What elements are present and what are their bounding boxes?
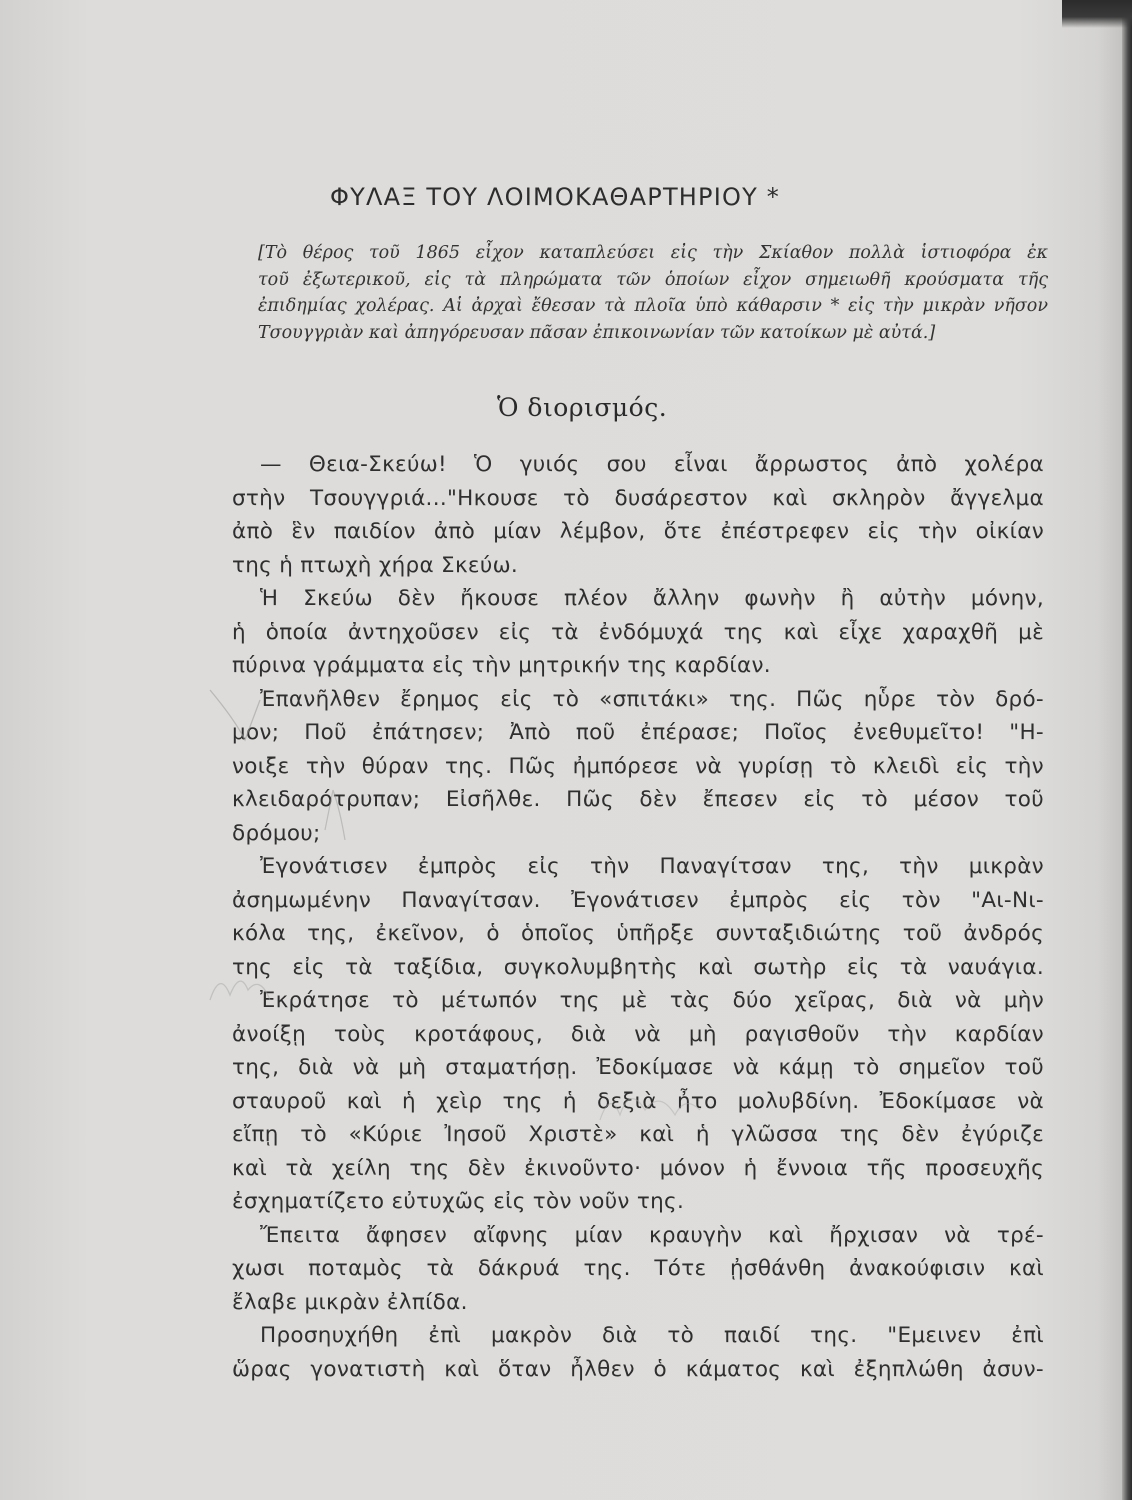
text-line: — Θεια-Σκεύω! Ὁ γυιός σου εἶναι ἄρρωστος ἀπὸ χολέρα	[260, 452, 1044, 477]
text-line: Ἡ Σκεύω δὲν ἤκουσε πλέον ἄλλην φωνὴν ἢ αὐτὴν μόνην,	[260, 586, 1044, 611]
text-line: της εἰς τὰ ταξίδια, συγκολυμβητὴς καὶ σωτὴρ εἰς τὰ ναυάγια.	[232, 954, 1044, 980]
text-line: εἴπῃ τὸ «Κύριε Ἰησοῦ Χριστὲ» καὶ ἡ γλῶσσα της δὲν ἐγύριζε	[232, 1122, 1044, 1147]
note-line: Τσουγγριὰν καὶ ἀπηγόρευσαν πᾶσαν ἐπικοινωνίαν τῶν κατοίκων μὲ αὐτά.]	[258, 322, 936, 343]
text-line: Ἐκράτησε τὸ μέτωπόν της μὲ τὰς δύο χεῖρας, διὰ νὰ μὴν	[260, 988, 1044, 1013]
page-corner-shadow	[1062, 0, 1132, 28]
note-line: τοῦ ἐξωτερικοῦ, εἰς τὰ πληρώματα τῶν ὁποίων εἶχον σημειωθῆ κρούσματα τῆς	[258, 269, 1048, 290]
text-line: χωσι ποταμὸς τὰ δάκρυά της. Τότε ᾐσθάνθη ἀνακούφισιν καὶ	[232, 1256, 1044, 1281]
page-edge-shadow	[1122, 0, 1132, 1500]
note-line: [Τὸ θέρος τοῦ 1865 εἶχον καταπλεύσει εἰς τὴν Σκίαθον πολλὰ ἱστιοφόρα ἐκ	[258, 243, 1048, 263]
text-line: κόλα της, ἐκεῖνον, ὁ ὁποῖος ὑπῆρξε συνταξιδιώτης τοῦ ἀνδρός	[232, 921, 1044, 946]
text-line: Ἐπανῆλθεν ἔρημος εἰς τὸ «σπιτάκι» της. Πῶς ηὗρε τὸν δρό-	[260, 686, 1044, 712]
section-heading: Ὁ διορισμός.	[497, 393, 668, 422]
text-line: στὴν Τσουγγριά..."Ηκουσε τὸ δυσάρεστον καὶ σκληρὸν ἄγγελμα	[232, 485, 1044, 511]
text-line: σταυροῦ καὶ ἡ χεὶρ της ἡ δεξιὰ ἦτο μολυβδίνη. Ἐδοκίμασε νὰ	[232, 1088, 1044, 1114]
text-line: ὥρας γονατιστὴ καὶ ὅταν ἦλθεν ὁ κάματος καὶ ἐξηπλώθη ἀσυν-	[232, 1356, 1044, 1382]
text-line: Προσηυχήθη ἐπὶ μακρὸν διὰ τὸ παιδί της. "Εμεινεν ἐπὶ	[260, 1323, 1044, 1348]
text-line: δρόμου;	[232, 820, 321, 846]
text-line: κλειδαρότρυπαν; Εἰσῆλθε. Πῶς δὲν ἔπεσεν εἰς τὸ μέσον τοῦ	[232, 787, 1044, 812]
text-line: καὶ τὰ χείλη της δὲν ἐκινοῦντο· μόνον ἡ ἔννοια τῆς προσευχῆς	[232, 1155, 1044, 1181]
page-title: ΦΥΛΑΞ ΤΟΥ ΛΟΙΜΟΚΑΘΑΡΤΗΡΙΟΥ *	[330, 183, 780, 211]
text-line: ἐσχηματίζετο εὐτυχῶς εἰς τὸν νοῦν της.	[232, 1189, 685, 1214]
text-line: πύρινα γράμματα εἰς τὴν μητρικήν της καρδίαν.	[232, 653, 771, 678]
text-line: Ἐγονάτισεν ἐμπρὸς εἰς τὴν Παναγίτσαν της, τὴν μικρὰν	[260, 854, 1044, 879]
text-line: νοιξε τὴν θύραν της. Πῶς ἠμπόρεσε νὰ γυρίσῃ τὸ κλειδὶ εἰς τὴν	[232, 753, 1044, 779]
editorial-note	[258, 240, 1048, 346]
text-line: μον; Ποῦ ἐπάτησεν; Ἀπὸ ποῦ ἐπέρασε; Ποῖος ἐνεθυμεῖτο! "Η-	[232, 720, 1044, 745]
note-line: ἐπιδημίας χολέρας. Αἱ ἀρχαὶ ἔθεσαν τὰ πλοῖα ὑπὸ κάθαρσιν * εἰς τὴν μικρὰν νῆσον	[258, 296, 1048, 316]
text-line: της ἡ πτωχὴ χήρα Σκεύω.	[232, 552, 519, 578]
text-line: Ἔπειτα ἄφησεν αἴφνης μίαν κραυγὴν καὶ ἤρχισαν νὰ τρέ-	[260, 1222, 1044, 1248]
text-line: ἔλαβε μικρὰν ἐλπίδα.	[232, 1289, 468, 1315]
text-line: ἀσημωμένην Παναγίτσαν. Ἐγονάτισεν ἐμπρὸς εἰς τὸν "Αι-Νι-	[232, 887, 1044, 913]
text-line: ἀνοίξῃ τοὺς κροτάφους, διὰ νὰ μὴ ραγισθοῦν τὴν καρδίαν	[232, 1021, 1044, 1047]
body-text	[232, 448, 1044, 1386]
text-line: ἀπὸ ἓν παιδίον ἀπὸ μίαν λέμβον, ὅτε ἐπέστρεφεν εἰς τὴν οἰκίαν	[232, 519, 1044, 544]
text-line: ἡ ὁποία ἀντηχοῦσεν εἰς τὰ ἐνδόμυχά της καὶ εἶχε χαραχθῆ μὲ	[232, 619, 1044, 645]
text-line: της, διὰ νὰ μὴ σταματήσῃ. Ἐδοκίμασε νὰ κάμῃ τὸ σημεῖον τοῦ	[232, 1055, 1044, 1080]
